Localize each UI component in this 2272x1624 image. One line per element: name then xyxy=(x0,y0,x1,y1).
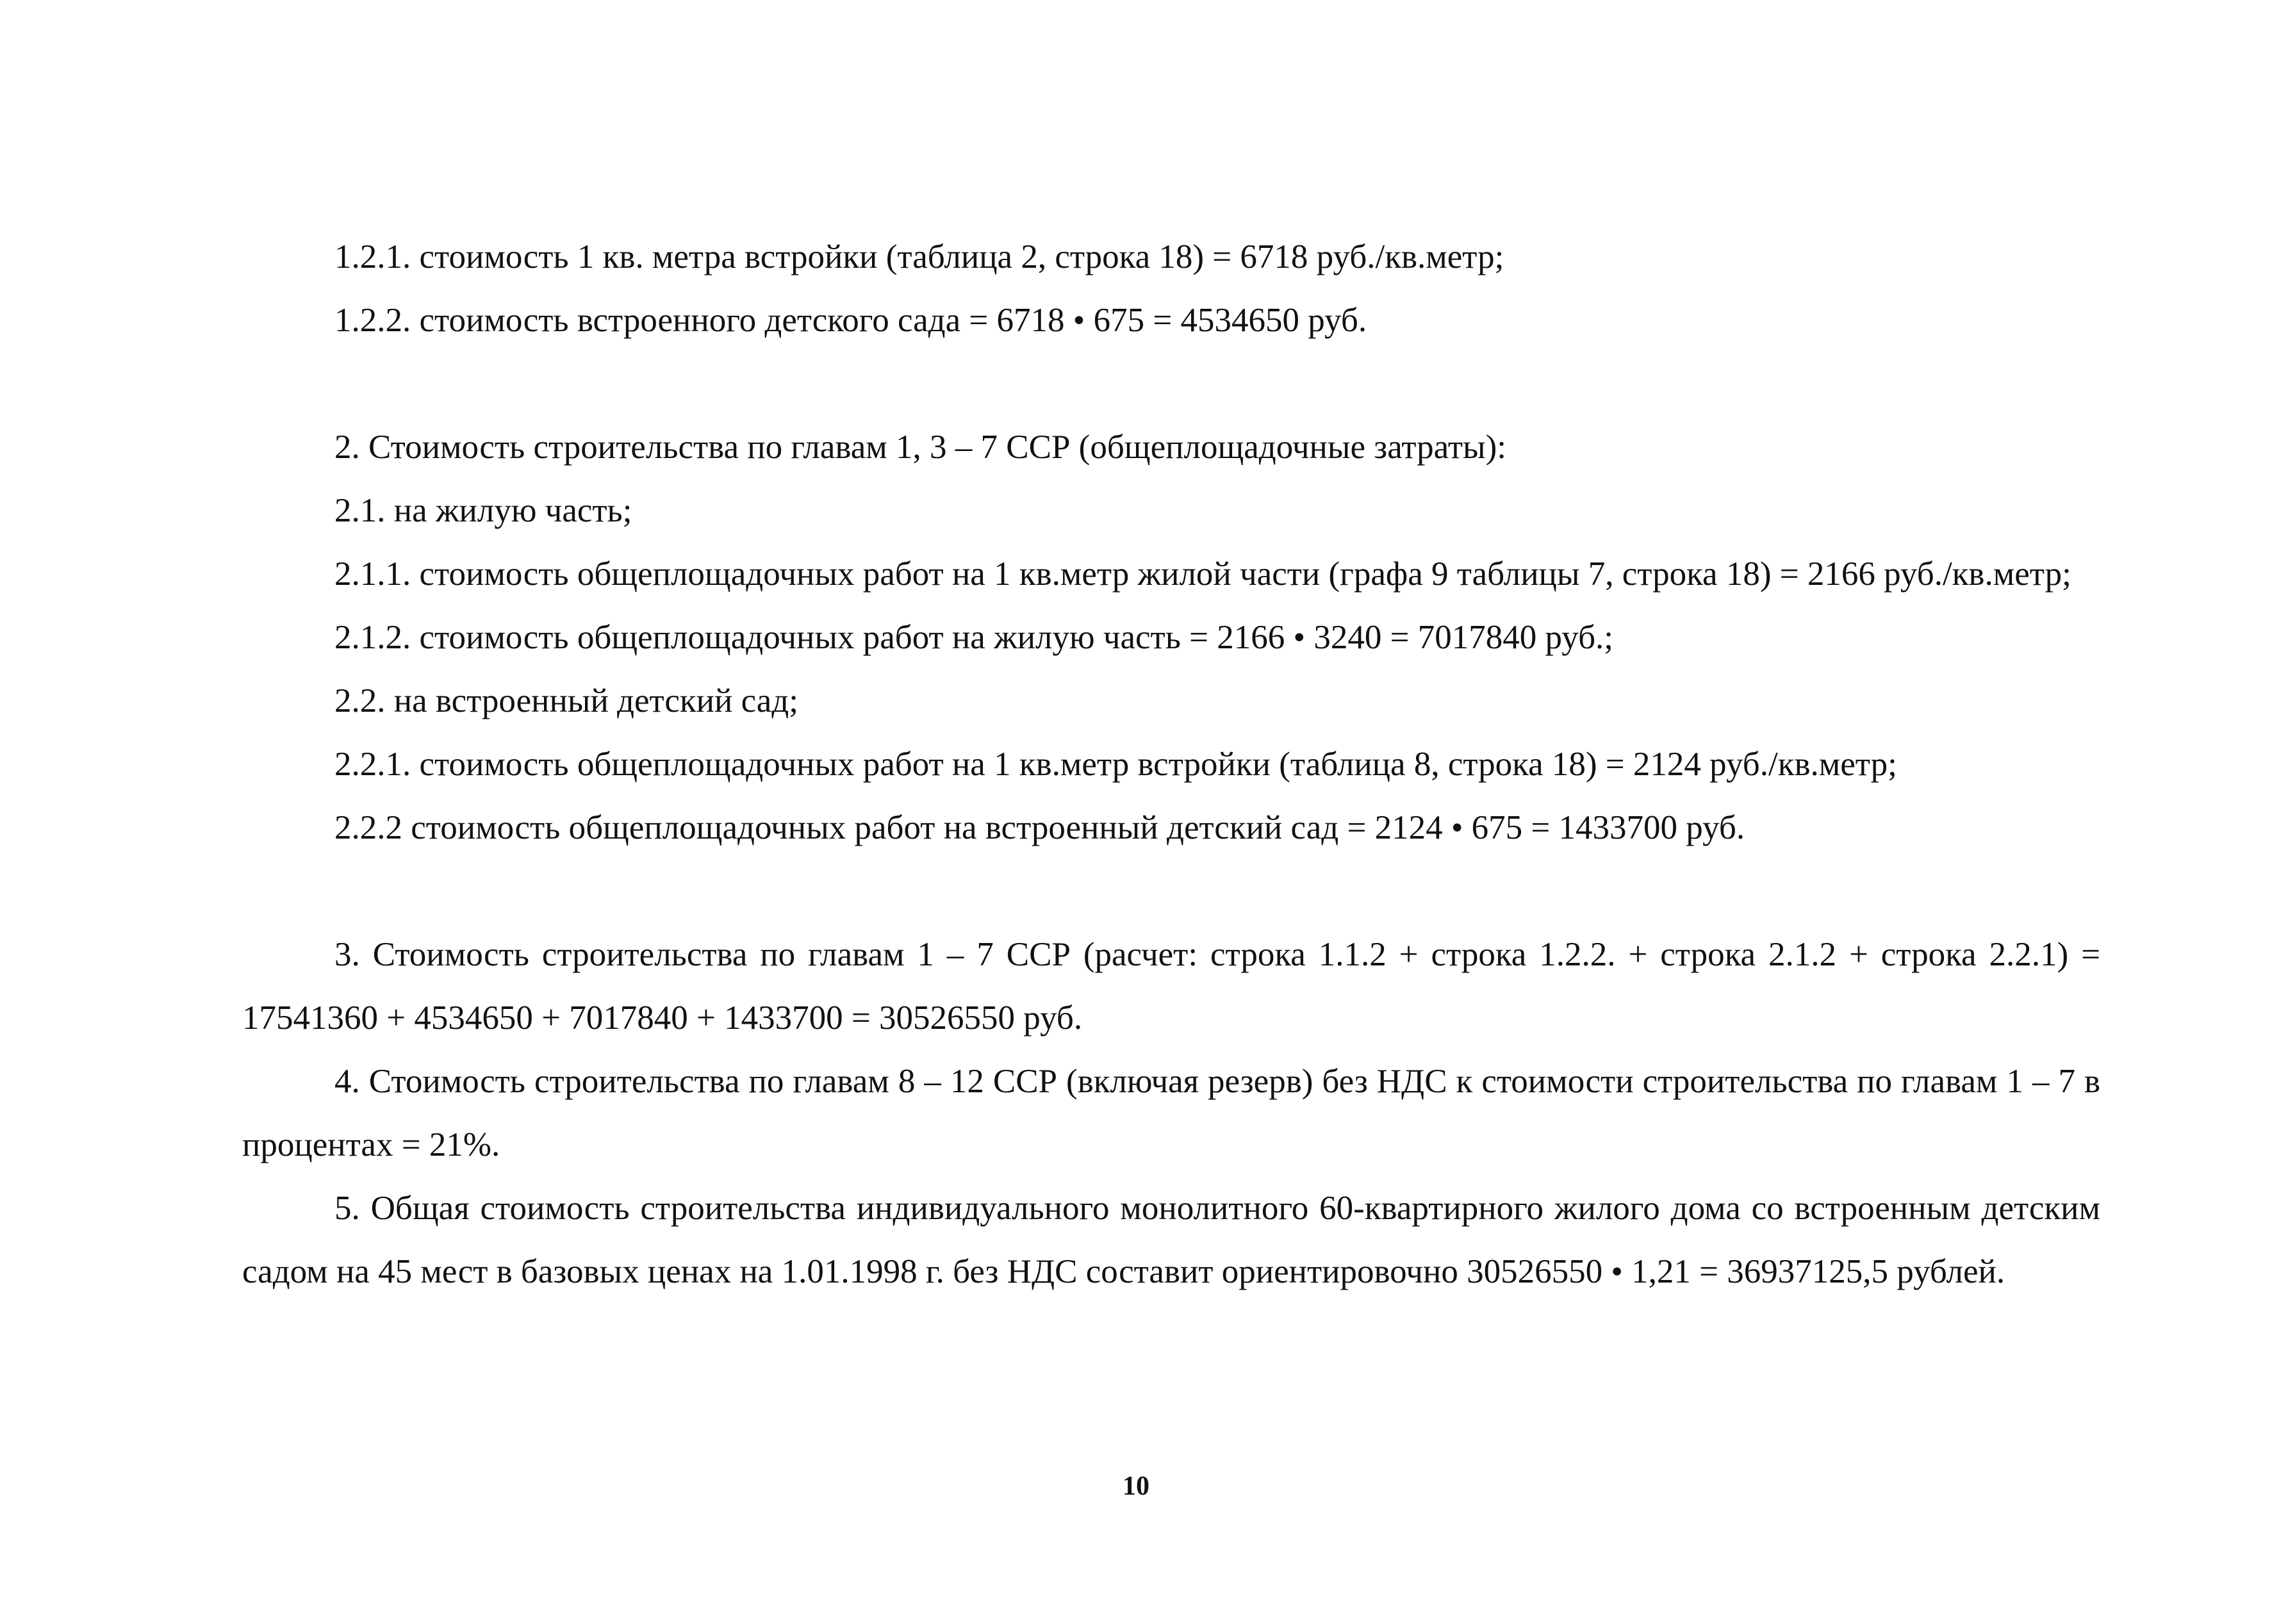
paragraph-2-2-2: 2.2.2 стоимость общеплощадочных работ на встроенный детский сад = 2124 • 675 = 1433700 руб. xyxy=(334,809,1745,846)
paragraph-2-2-1: 2.2.1. стоимость общеплощадочных работ на 1 кв.метр встройки (таблица 8, строка 18) = 2124 руб./кв.метр; xyxy=(334,746,1897,783)
paragraph-1-2-2: 1.2.2. стоимость встроенного детского сада = 6718 • 675 = 4534650 руб. xyxy=(334,302,1367,339)
paragraph-4: 4. Стоимость строительства по главам 8 – 12 ССР (включая резерв) без НДС к стоимости строительства по главам 1 – 7 в процентах = 21%. xyxy=(242,1063,2100,1163)
paragraph-2: 2. Стоимость строительства по главам 1, 3 – 7 ССР (общеплощадочные затраты): xyxy=(334,429,1506,466)
paragraph-5: 5. Общая стоимость строительства индивидуального монолитного 60-квартирного жилого дома со встроенным детским садом на 45 мест в базовых ценах на 1.01.1998 г. без НДС составит ориентировочно 30526550 • 1,21 = 36937125,5 рублей. xyxy=(242,1190,2100,1290)
paragraph-3: 3. Стоимость строительства по главам 1 – 7 ССР (расчет: строка 1.1.2 + строка 1.2.2. + строка 2.1.2 + строка 2.2.1) = 17541360 + 4534650 + 7017840 + 1433700 = 30526550 руб. xyxy=(242,936,2100,1037)
paragraph-1-2-1: 1.2.1. стоимость 1 кв. метра встройки (таблица 2, строка 18) = 6718 руб./кв.метр; xyxy=(334,238,1504,275)
paragraph-2-1-1: 2.1.1. стоимость общеплощадочных работ на 1 кв.метр жилой части (графа 9 таблицы 7, строка 18) = 2166 руб./кв.метр; xyxy=(334,555,2071,593)
page-number: 10 xyxy=(1123,1472,1149,1501)
document-body xyxy=(242,226,2100,1304)
paragraph-2-1-2: 2.1.2. стоимость общеплощадочных работ на жилую часть = 2166 • 3240 = 7017840 руб.; xyxy=(334,619,1614,656)
paragraph-2-2: 2.2. на встроенный детский сад; xyxy=(334,682,798,719)
paragraph-2-1: 2.1. на жилую часть; xyxy=(334,492,632,529)
